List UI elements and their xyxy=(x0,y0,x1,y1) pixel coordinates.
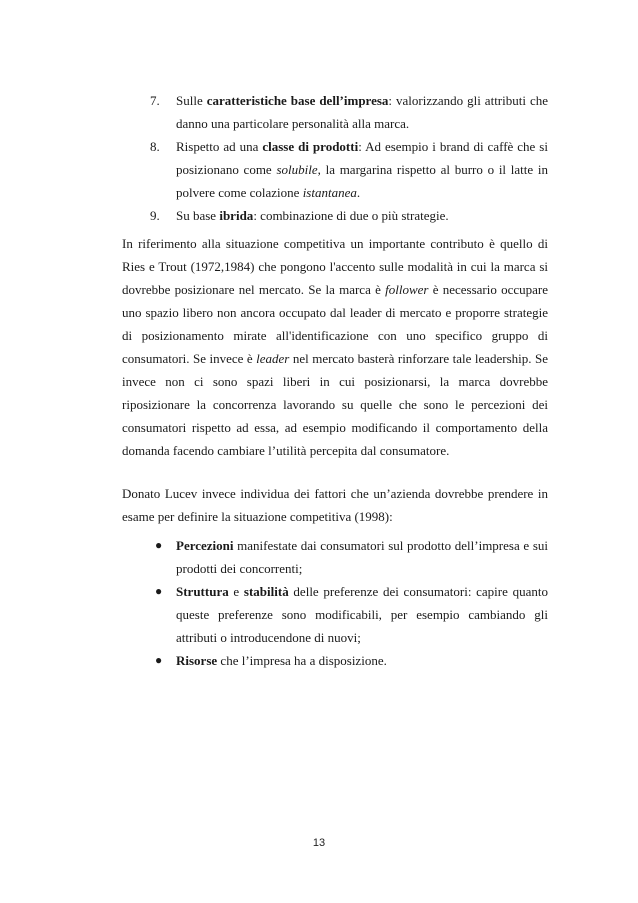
list-item-text: Rispetto ad una classe di prodotti: Ad esempio i brand di caffè che si posizionano come solubile, la margarina rispetto al burro o il latte in polvere come colazione istantanea. xyxy=(176,139,548,200)
list-item xyxy=(150,204,548,227)
list-item-number: 8. xyxy=(150,139,160,154)
paragraph: In riferimento alla situazione competitiva un importante contributo è quello di Ries e Trout (1972,1984) che pongono l'accento sulle modalità in cui la marca si dovrebbe posizionare nel mercato. Se la marca è follower è necessario occupare uno spazio libero non ancora occupato dal leader di mercato e proporre strategie di posizionamento mirate all'identificazione con uno specifico gruppo di consumatori. Se invece è leader nel mercato basterà rinforzare tale leadership. Se invece non ci sono spazi liberi in cui posizionarsi, la marca dovrebbe riposizionare la concorrenza lavorando su quelle che sono le percezioni dei consumatori rispetto ad essa, ad esempio modificando il comportamento della domanda facendo cambiare l’utilità percepita dal consumatore. xyxy=(122,236,548,458)
list-item xyxy=(150,580,548,649)
list-item-text: Struttura e stabilità delle preferenze dei consumatori: capire quanto queste preferenze sono modificabili, per esempio cambiando gli attributi o introducendone di nuovi; xyxy=(176,584,548,645)
list-item xyxy=(150,89,548,135)
list-item xyxy=(150,534,548,580)
list-item-text: Risorse che l’impresa ha a disposizione. xyxy=(176,653,387,668)
bullet-list xyxy=(150,534,548,672)
list-item-number: 7. xyxy=(150,93,160,108)
bullet-icon: ● xyxy=(155,584,163,598)
page-number: 13 xyxy=(312,837,326,849)
bullet-icon: ● xyxy=(155,653,163,667)
list-item-number: 9. xyxy=(150,208,160,223)
list-item-text: Su base ibrida: combinazione di due o più strategie. xyxy=(176,208,449,223)
paragraph: Donato Lucev invece individua dei fattori che un’azienda dovrebbe prendere in esame per definire la situazione competitiva (1998): xyxy=(122,486,548,524)
list-item-text: Sulle caratteristiche base dell’impresa: valorizzando gli attributi che danno una particolare personalità alla marca. xyxy=(176,93,548,131)
list-item xyxy=(150,135,548,204)
list-item xyxy=(150,649,548,672)
list-item-text: Percezioni manifestate dai consumatori sul prodotto dell’impresa e sui prodotti dei concorrenti; xyxy=(176,538,548,576)
bullet-icon: ● xyxy=(155,538,163,552)
numbered-list xyxy=(150,89,548,227)
